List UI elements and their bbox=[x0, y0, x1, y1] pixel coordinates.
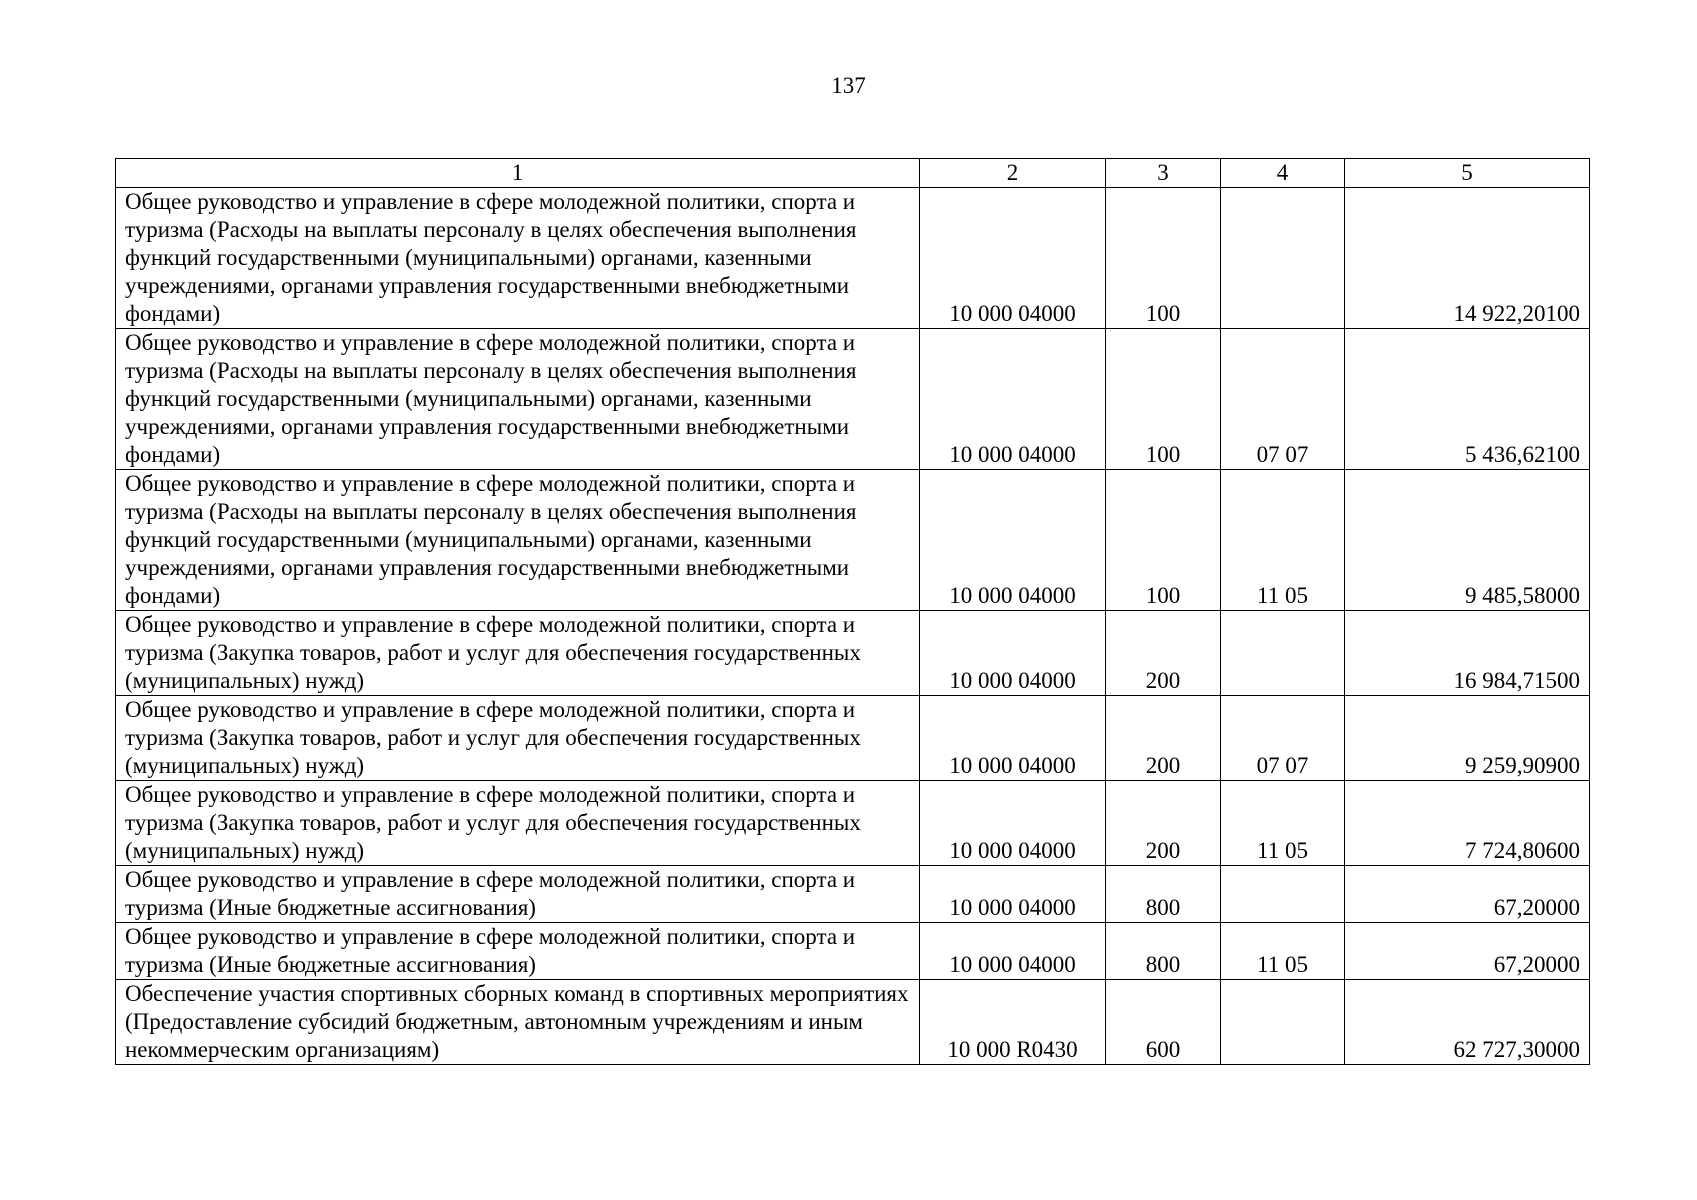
table-row bbox=[116, 980, 1590, 1065]
row-section-cell: 07 07 bbox=[1221, 696, 1345, 781]
row-section-cell: 07 07 bbox=[1221, 329, 1345, 470]
row-name-cell: Общее руководство и управление в сфере молодежной политики, спорта и туризма (Иные бюджетные ассигнования) bbox=[116, 923, 920, 980]
table-row bbox=[116, 781, 1590, 866]
row-section-cell bbox=[1221, 611, 1345, 696]
row-type-cell: 200 bbox=[1106, 781, 1221, 866]
row-section-cell bbox=[1221, 866, 1345, 923]
row-type-cell: 200 bbox=[1106, 611, 1221, 696]
row-name-cell: Общее руководство и управление в сфере молодежной политики, спорта и туризма (Закупка товаров, работ и услуг для обеспечения государственных (муниципальных) нужд) bbox=[116, 611, 920, 696]
page-number: 137 bbox=[831, 73, 866, 98]
row-section-cell: 11 05 bbox=[1221, 470, 1345, 611]
row-code-cell: 10 000 04000 bbox=[920, 470, 1106, 611]
row-sum-cell: 5 436,62100 bbox=[1345, 329, 1590, 470]
row-sum-cell: 16 984,71500 bbox=[1345, 611, 1590, 696]
row-name-cell: Общее руководство и управление в сфере молодежной политики, спорта и туризма (Расходы на выплаты персоналу в целях обеспечения выполнения функций государственными (муниципальными) органами, казенными учреждениями, органами управления государственными внебюджетными фондами) bbox=[116, 329, 920, 470]
row-code-cell: 10 000 04000 bbox=[920, 781, 1106, 866]
budget-table bbox=[115, 158, 1590, 1065]
table-row bbox=[116, 866, 1590, 923]
table-body bbox=[116, 188, 1590, 1065]
row-code-cell: 10 000 04000 bbox=[920, 923, 1106, 980]
header-col-2: 2 bbox=[920, 159, 1106, 188]
table-row bbox=[116, 329, 1590, 470]
row-type-cell: 600 bbox=[1106, 980, 1221, 1065]
table-row bbox=[116, 611, 1590, 696]
row-code-cell: 10 000 04000 bbox=[920, 329, 1106, 470]
row-type-cell: 800 bbox=[1106, 866, 1221, 923]
row-sum-cell: 9 259,90900 bbox=[1345, 696, 1590, 781]
row-type-cell: 100 bbox=[1106, 329, 1221, 470]
row-type-cell: 100 bbox=[1106, 188, 1221, 329]
row-code-cell: 10 000 R0430 bbox=[920, 980, 1106, 1065]
header-col-4: 4 bbox=[1221, 159, 1345, 188]
table-header bbox=[116, 159, 1590, 188]
table-row bbox=[116, 696, 1590, 781]
table-row bbox=[116, 188, 1590, 329]
row-name-cell: Общее руководство и управление в сфере молодежной политики, спорта и туризма (Закупка товаров, работ и услуг для обеспечения государственных (муниципальных) нужд) bbox=[116, 781, 920, 866]
row-sum-cell: 7 724,80600 bbox=[1345, 781, 1590, 866]
row-type-cell: 800 bbox=[1106, 923, 1221, 980]
row-section-cell bbox=[1221, 188, 1345, 329]
row-code-cell: 10 000 04000 bbox=[920, 866, 1106, 923]
table-row bbox=[116, 470, 1590, 611]
row-sum-cell: 67,20000 bbox=[1345, 866, 1590, 923]
header-col-5: 5 bbox=[1345, 159, 1590, 188]
row-code-cell: 10 000 04000 bbox=[920, 611, 1106, 696]
row-name-cell: Обеспечение участия спортивных сборных команд в спортивных мероприятиях (Предоставление субсидий бюджетным, автономным учреждениям и иным некоммерческим организациям) bbox=[116, 980, 920, 1065]
row-name-cell: Общее руководство и управление в сфере молодежной политики, спорта и туризма (Расходы на выплаты персоналу в целях обеспечения выполнения функций государственными (муниципальными) органами, казенными учреждениями, органами управления государственными внебюджетными фондами) bbox=[116, 470, 920, 611]
header-col-1: 1 bbox=[116, 159, 920, 188]
header-row bbox=[116, 159, 1590, 188]
row-sum-cell: 62 727,30000 bbox=[1345, 980, 1590, 1065]
table-row bbox=[116, 923, 1590, 980]
row-section-cell: 11 05 bbox=[1221, 923, 1345, 980]
row-name-cell: Общее руководство и управление в сфере молодежной политики, спорта и туризма (Закупка товаров, работ и услуг для обеспечения государственных (муниципальных) нужд) bbox=[116, 696, 920, 781]
row-sum-cell: 14 922,20100 bbox=[1345, 188, 1590, 329]
header-col-3: 3 bbox=[1106, 159, 1221, 188]
row-type-cell: 200 bbox=[1106, 696, 1221, 781]
row-type-cell: 100 bbox=[1106, 470, 1221, 611]
row-sum-cell: 67,20000 bbox=[1345, 923, 1590, 980]
row-code-cell: 10 000 04000 bbox=[920, 188, 1106, 329]
row-code-cell: 10 000 04000 bbox=[920, 696, 1106, 781]
row-section-cell bbox=[1221, 980, 1345, 1065]
row-name-cell: Общее руководство и управление в сфере молодежной политики, спорта и туризма (Иные бюджетные ассигнования) bbox=[116, 866, 920, 923]
row-sum-cell: 9 485,58000 bbox=[1345, 470, 1590, 611]
row-name-cell: Общее руководство и управление в сфере молодежной политики, спорта и туризма (Расходы на выплаты персоналу в целях обеспечения выполнения функций государственными (муниципальными) органами, казенными учреждениями, органами управления государственными внебюджетными фондами) bbox=[116, 188, 920, 329]
row-section-cell: 11 05 bbox=[1221, 781, 1345, 866]
